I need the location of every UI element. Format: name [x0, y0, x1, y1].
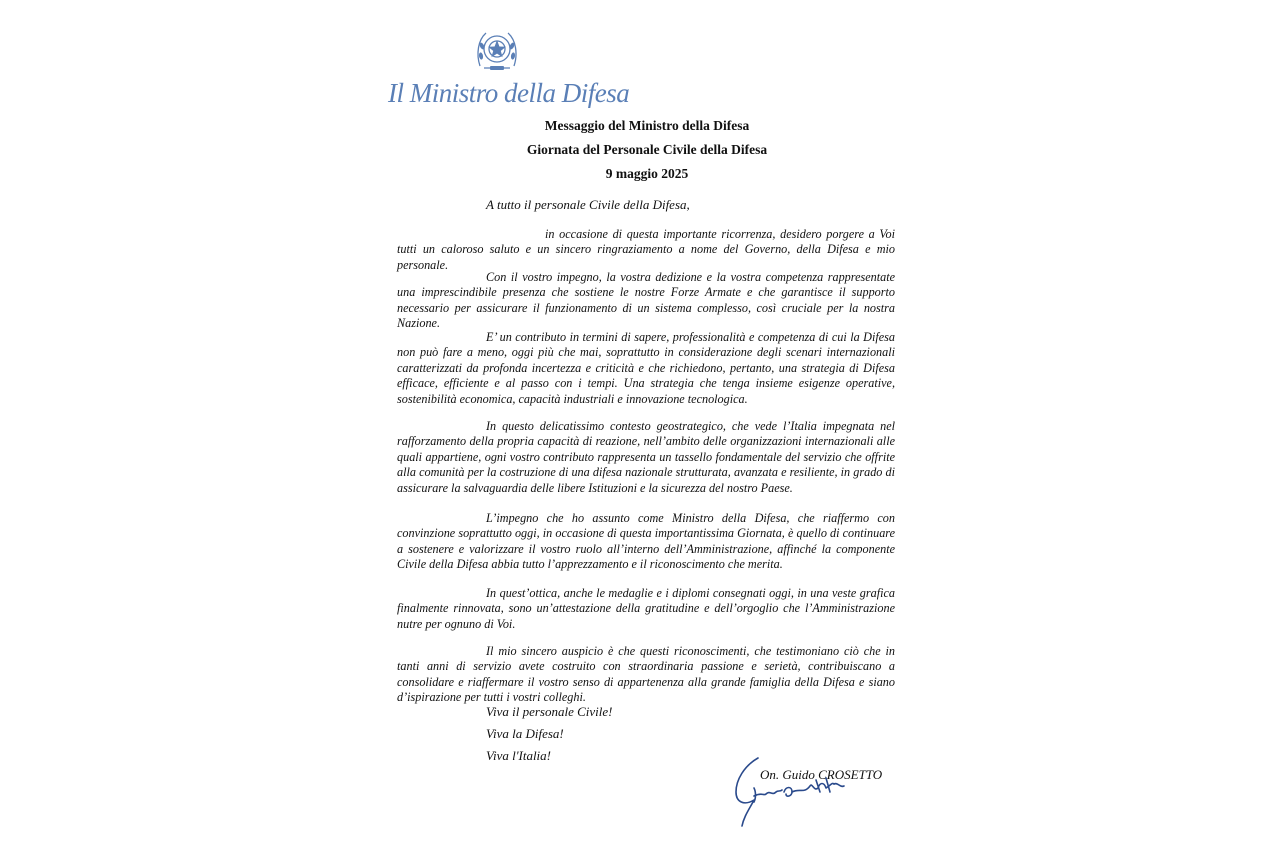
italian-republic-emblem-icon: [474, 26, 520, 76]
salutation: A tutto il personale Civile della Difesa,: [486, 197, 690, 212]
paragraph-3: E’ un contributo in termini di sapere, professionalità e competenza di cui la Difesa non può fare a meno, oggi più che mai, soprattutto in considerazione degli scenari internazionali caratterizzati da profonda incertezza e criticità e che richiedono, pertanto, una strategia di Difesa efficace, efficiente e al passo con i tempi. Una strategia che tenga insieme esigenze operative, sostenibilità economica, capacità industriali e innovazione tecnologica.: [397, 330, 895, 406]
closing-line-1: Viva il personale Civile!: [486, 704, 613, 719]
ministry-title: Il Ministro della Difesa: [388, 78, 630, 108]
handwritten-signature-icon: [730, 752, 860, 830]
message-title: Messaggio del Ministro della Difesa: [544, 118, 750, 133]
closing-line-3: Viva l'Italia!: [486, 748, 551, 763]
paragraph-6: In quest’ottica, anche le medaglie e i diplomi consegnati oggi, in una veste grafica finalmente rinnovata, sono un’attestazione della gratitudine e dell’orgoglio che l’Amministrazione nutre per ognuno di Voi.: [397, 586, 895, 631]
event-title: Giornata del Personale Civile della Difesa: [526, 142, 768, 157]
closing-line-2: Viva la Difesa!: [486, 726, 564, 741]
paragraph-1: in occasione di questa importante ricorrenza, desidero porgere a Voi tutti un caloroso saluto e un sincero ringraziamento a nome del Governo, della Difesa e mio personale.: [397, 227, 895, 272]
paragraph-4: In questo delicatissimo contesto geostrategico, che vede l’Italia impegnata nel rafforzamento della propria capacità di reazione, nell’ambito delle organizzazioni internazionali alle quali appartiene, ogni vostro contributo rappresenta un tassello fondamentale del servizio che offrite alla comunità per la costruzione di una difesa nazionale strutturata, avanzata e resiliente, in grado di assicurare la salvaguardia delle libere Istituzioni e la sicurezza del nostro Paese.: [397, 419, 895, 495]
event-date: 9 maggio 2025: [605, 166, 689, 181]
paragraph-7: Il mio sincero auspicio è che questi riconoscimenti, che testimoniano ciò che in tanti anni di servizio avete costruito con straordinaria passione e serietà, contribuiscano a consolidare e riaffermare il vostro senso di appartenenza alla grande famiglia della Difesa e siano d’ispirazione per tutti i vostri colleghi.: [397, 644, 895, 705]
paragraph-5: L’impegno che ho assunto come Ministro della Difesa, che riaffermo con convinzione soprattutto oggi, in occasione di questa importantissima Giornata, è quello di continuare a sostenere e valorizzare il vostro ruolo all’interno dell’Amministrazione, affinché la componente Civile della Difesa abbia tutto l’apprezzamento e il riconoscimento che merita.: [397, 511, 895, 572]
signatory-name: On. Guido CROSETTO: [760, 767, 883, 782]
paragraph-2: Con il vostro impegno, la vostra dedizione e la vostra competenza rappresentate una imprescindibile presenza che sostiene le nostre Forze Armate e che garantisce il supporto necessario per assicurare il funzionamento di un sistema complesso, così cruciale per la nostra Nazione.: [397, 270, 895, 331]
